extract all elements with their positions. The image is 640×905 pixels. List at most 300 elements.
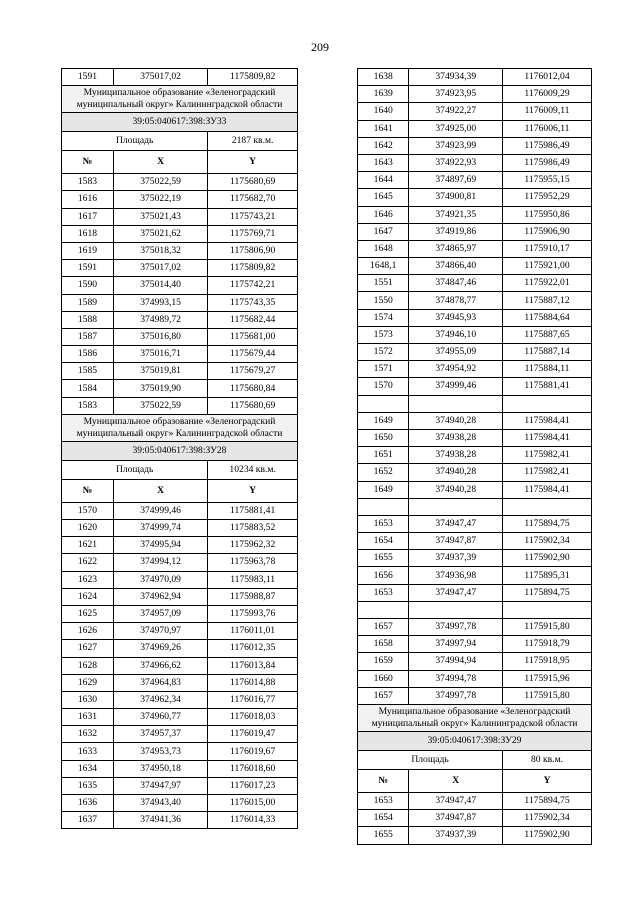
y-column-header: Y	[503, 769, 592, 792]
y-coordinate-cell: 1175769,71	[208, 225, 298, 242]
point-number-cell: 1653	[358, 792, 409, 809]
x-coordinate-cell: 374970,09	[113, 571, 207, 588]
y-coordinate-cell: 1175894,75	[503, 584, 592, 601]
y-coordinate-cell: 1175962,32	[208, 537, 298, 554]
point-number-cell: 1631	[62, 709, 114, 726]
point-number-cell: 1618	[62, 225, 114, 242]
point-number-cell: 1619	[62, 242, 114, 259]
point-number-cell: 1623	[62, 571, 114, 588]
point-number-cell: 1572	[358, 344, 409, 361]
table-row	[358, 172, 592, 189]
x-coordinate-cell: 375016,80	[113, 328, 207, 345]
municipality-name: Муниципальное образование «Зеленоградский муниципальный округ» Калининградской области	[358, 704, 592, 731]
x-coordinate-cell: 374943,40	[113, 795, 207, 812]
table-row	[358, 567, 592, 584]
y-coordinate-cell: 1175680,84	[208, 380, 298, 397]
x-column-header: X	[409, 769, 503, 792]
empty-cell	[358, 601, 409, 618]
y-coordinate-cell: 1175679,27	[208, 363, 298, 380]
right-coordinate-table	[357, 68, 592, 845]
table-row	[62, 191, 298, 208]
y-coordinate-cell: 1175986,49	[503, 154, 592, 171]
point-number-cell: 1620	[62, 520, 114, 537]
table-row	[62, 260, 298, 277]
point-number-cell: 1617	[62, 208, 114, 225]
area-label: Площадь	[62, 132, 208, 151]
blank-row	[358, 601, 592, 618]
point-number-cell: 1574	[358, 309, 409, 326]
empty-cell	[358, 498, 409, 515]
table-row	[62, 760, 298, 777]
y-coordinate-cell: 1176012,35	[208, 640, 298, 657]
table-row	[358, 515, 592, 532]
area-row	[62, 132, 298, 151]
x-coordinate-cell: 374878,77	[409, 292, 503, 309]
y-coordinate-cell: 1175983,11	[208, 571, 298, 588]
table-row	[358, 326, 592, 343]
point-number-cell: 1622	[62, 554, 114, 571]
x-coordinate-cell: 374923,99	[409, 137, 503, 154]
table-row	[62, 554, 298, 571]
left-coordinate-table	[61, 68, 298, 829]
table-row	[358, 223, 592, 240]
y-coordinate-cell: 1175915,80	[503, 687, 592, 704]
x-coordinate-cell: 375021,43	[113, 208, 207, 225]
y-coordinate-cell: 1175809,82	[208, 260, 298, 277]
y-coordinate-cell: 1176016,77	[208, 691, 298, 708]
x-coordinate-cell: 374993,15	[113, 294, 207, 311]
y-column-header: Y	[208, 479, 298, 502]
table-row	[62, 69, 298, 86]
x-coordinate-cell: 374925,00	[409, 120, 503, 137]
number-column-header: №	[62, 151, 114, 174]
x-coordinate-cell: 374945,93	[409, 309, 503, 326]
y-coordinate-cell: 1175679,44	[208, 346, 298, 363]
municipality-row	[62, 86, 298, 113]
point-number-cell: 1585	[62, 363, 114, 380]
y-coordinate-cell: 1175986,49	[503, 137, 592, 154]
table-row	[62, 588, 298, 605]
x-coordinate-cell: 374937,39	[409, 550, 503, 567]
point-number-cell: 1584	[62, 380, 114, 397]
point-number-cell: 1652	[358, 464, 409, 481]
area-row	[358, 750, 592, 769]
point-number-cell: 1586	[62, 346, 114, 363]
point-number-cell: 1624	[62, 588, 114, 605]
table-header-row	[62, 151, 298, 174]
x-coordinate-cell: 374970,97	[113, 623, 207, 640]
table-row	[358, 103, 592, 120]
point-number-cell: 1627	[62, 640, 114, 657]
point-number-cell: 1583	[62, 397, 114, 414]
y-coordinate-cell: 1175809,82	[208, 69, 298, 86]
table-row	[62, 225, 298, 242]
x-coordinate-cell: 374994,78	[409, 670, 503, 687]
y-coordinate-cell: 1175680,69	[208, 174, 298, 191]
area-label: Площадь	[62, 460, 208, 479]
table-row	[358, 69, 592, 86]
point-number-cell: 1655	[358, 827, 409, 844]
point-number-cell: 1659	[358, 653, 409, 670]
y-coordinate-cell: 1175984,41	[503, 412, 592, 429]
y-coordinate-cell: 1175680,69	[208, 397, 298, 414]
point-number-cell: 1646	[358, 206, 409, 223]
x-coordinate-cell: 374937,39	[409, 827, 503, 844]
table-header-row	[62, 479, 298, 502]
x-coordinate-cell: 375018,32	[113, 242, 207, 259]
y-coordinate-cell: 1175955,15	[503, 172, 592, 189]
y-coordinate-cell: 1175952,29	[503, 189, 592, 206]
number-column-header: №	[62, 479, 114, 502]
table-row	[358, 447, 592, 464]
table-row	[62, 674, 298, 691]
empty-cell	[503, 395, 592, 412]
table-row	[62, 328, 298, 345]
area-label: Площадь	[358, 750, 503, 769]
y-coordinate-cell: 1176019,47	[208, 726, 298, 743]
point-number-cell: 1589	[62, 294, 114, 311]
table-header-row	[358, 769, 592, 792]
point-number-cell: 1632	[62, 726, 114, 743]
point-number-cell: 1616	[62, 191, 114, 208]
x-coordinate-cell: 374994,12	[113, 554, 207, 571]
table-row	[62, 537, 298, 554]
x-coordinate-cell: 374947,47	[409, 515, 503, 532]
point-number-cell: 1621	[62, 537, 114, 554]
point-number-cell: 1634	[62, 760, 114, 777]
cadastral-number-row	[62, 113, 298, 132]
x-coordinate-cell: 374969,26	[113, 640, 207, 657]
x-coordinate-cell: 374997,94	[409, 636, 503, 653]
point-number-cell: 1551	[358, 275, 409, 292]
x-coordinate-cell: 374934,39	[409, 69, 503, 86]
y-coordinate-cell: 1175922,01	[503, 275, 592, 292]
x-coordinate-cell: 374964,83	[113, 674, 207, 691]
point-number-cell: 1639	[358, 86, 409, 103]
point-number-cell: 1649	[358, 481, 409, 498]
point-number-cell: 1635	[62, 777, 114, 794]
point-number-cell: 1588	[62, 311, 114, 328]
table-row	[358, 240, 592, 257]
area-value: 10234 кв.м.	[208, 460, 298, 479]
x-coordinate-cell: 374866,40	[409, 258, 503, 275]
x-coordinate-cell: 375019,81	[113, 363, 207, 380]
x-coordinate-cell: 374947,47	[409, 792, 503, 809]
x-coordinate-cell: 374997,78	[409, 687, 503, 704]
table-row	[358, 344, 592, 361]
table-row	[358, 653, 592, 670]
y-coordinate-cell: 1175682,44	[208, 311, 298, 328]
y-coordinate-cell: 1176014,88	[208, 674, 298, 691]
y-coordinate-cell: 1176009,29	[503, 86, 592, 103]
y-coordinate-cell: 1175884,11	[503, 361, 592, 378]
x-coordinate-cell: 374865,97	[409, 240, 503, 257]
y-coordinate-cell: 1175743,21	[208, 208, 298, 225]
table-row	[358, 137, 592, 154]
x-coordinate-cell: 374940,28	[409, 481, 503, 498]
table-row	[358, 86, 592, 103]
x-coordinate-cell: 375019,90	[113, 380, 207, 397]
x-coordinate-cell: 374999,46	[113, 502, 207, 519]
table-row	[358, 584, 592, 601]
y-coordinate-cell: 1175963,78	[208, 554, 298, 571]
table-row	[62, 208, 298, 225]
empty-cell	[503, 601, 592, 618]
x-coordinate-cell: 374997,78	[409, 619, 503, 636]
table-row	[62, 294, 298, 311]
point-number-cell: 1643	[358, 154, 409, 171]
point-number-cell: 1653	[358, 584, 409, 601]
y-coordinate-cell: 1175915,80	[503, 619, 592, 636]
table-row	[358, 154, 592, 171]
x-coordinate-cell: 375017,02	[113, 260, 207, 277]
y-coordinate-cell: 1175743,35	[208, 294, 298, 311]
y-coordinate-cell: 1175950,86	[503, 206, 592, 223]
point-number-cell: 1641	[358, 120, 409, 137]
y-coordinate-cell: 1175982,41	[503, 447, 592, 464]
y-coordinate-cell: 1175884,64	[503, 309, 592, 326]
table-row	[358, 309, 592, 326]
table-row	[62, 242, 298, 259]
y-coordinate-cell: 1176014,33	[208, 812, 298, 829]
y-coordinate-cell: 1175921,00	[503, 258, 592, 275]
table-row	[358, 636, 592, 653]
x-coordinate-cell: 374999,74	[113, 520, 207, 537]
table-row	[358, 189, 592, 206]
table-row	[62, 726, 298, 743]
table-row	[62, 605, 298, 622]
table-row	[358, 533, 592, 550]
table-row	[358, 361, 592, 378]
x-coordinate-cell: 374940,28	[409, 412, 503, 429]
table-row	[62, 397, 298, 414]
y-coordinate-cell: 1175887,14	[503, 344, 592, 361]
x-coordinate-cell: 375022,19	[113, 191, 207, 208]
x-coordinate-cell: 374900,81	[409, 189, 503, 206]
point-number-cell: 1650	[358, 429, 409, 446]
y-coordinate-cell: 1176019,67	[208, 743, 298, 760]
point-number-cell: 1657	[358, 619, 409, 636]
y-coordinate-cell: 1175918,79	[503, 636, 592, 653]
blank-row	[358, 498, 592, 515]
x-coordinate-cell: 374936,98	[409, 567, 503, 584]
municipality-row	[358, 704, 592, 731]
y-coordinate-cell: 1175894,75	[503, 792, 592, 809]
cadastral-number: 39:05:040617:398:ЗУ33	[62, 113, 298, 132]
y-coordinate-cell: 1175806,90	[208, 242, 298, 259]
point-number-cell: 1660	[358, 670, 409, 687]
table-row	[358, 206, 592, 223]
table-row	[62, 363, 298, 380]
x-coordinate-cell: 374946,10	[409, 326, 503, 343]
table-row	[62, 709, 298, 726]
y-coordinate-cell: 1175902,90	[503, 550, 592, 567]
cadastral-number-row	[62, 441, 298, 460]
point-number-cell: 1655	[358, 550, 409, 567]
table-row	[358, 120, 592, 137]
table-row	[62, 777, 298, 794]
table-row	[62, 174, 298, 191]
y-coordinate-cell: 1175910,17	[503, 240, 592, 257]
x-coordinate-cell: 375021,62	[113, 225, 207, 242]
y-coordinate-cell: 1175918,95	[503, 653, 592, 670]
table-row	[358, 429, 592, 446]
table-row	[358, 792, 592, 809]
table-row	[62, 812, 298, 829]
x-coordinate-cell: 374954,92	[409, 361, 503, 378]
y-coordinate-cell: 1175881,41	[503, 378, 592, 395]
y-coordinate-cell: 1175895,31	[503, 567, 592, 584]
empty-cell	[358, 395, 409, 412]
point-number-cell: 1649	[358, 412, 409, 429]
point-number-cell: 1573	[358, 326, 409, 343]
y-coordinate-cell: 1175984,41	[503, 481, 592, 498]
point-number-cell: 1625	[62, 605, 114, 622]
municipality-name: Муниципальное образование «Зеленоградский муниципальный округ» Калининградской области	[62, 414, 298, 441]
area-row	[62, 460, 298, 479]
y-coordinate-cell: 1175887,65	[503, 326, 592, 343]
empty-cell	[409, 395, 503, 412]
point-number-cell: 1644	[358, 172, 409, 189]
point-number-cell: 1570	[62, 502, 114, 519]
point-number-cell: 1654	[358, 810, 409, 827]
empty-cell	[503, 498, 592, 515]
x-coordinate-cell: 374919,86	[409, 223, 503, 240]
y-coordinate-cell: 1175902,34	[503, 533, 592, 550]
empty-cell	[409, 498, 503, 515]
y-coordinate-cell: 1175887,12	[503, 292, 592, 309]
x-coordinate-cell: 374960,77	[113, 709, 207, 726]
x-coordinate-cell: 374962,34	[113, 691, 207, 708]
area-value: 2187 кв.м.	[208, 132, 298, 151]
point-number-cell: 1637	[62, 812, 114, 829]
y-coordinate-cell: 1176018,60	[208, 760, 298, 777]
point-number-cell: 1658	[358, 636, 409, 653]
y-coordinate-cell: 1176013,84	[208, 657, 298, 674]
point-number-cell: 1629	[62, 674, 114, 691]
point-number-cell: 1654	[358, 533, 409, 550]
x-column-header: X	[113, 479, 207, 502]
point-number-cell: 1591	[62, 260, 114, 277]
x-coordinate-cell: 374999,46	[409, 378, 503, 395]
point-number-cell: 1570	[358, 378, 409, 395]
y-coordinate-cell: 1175902,34	[503, 810, 592, 827]
x-coordinate-cell: 374947,87	[409, 533, 503, 550]
x-coordinate-cell: 374962,94	[113, 588, 207, 605]
table-row	[62, 346, 298, 363]
x-coordinate-cell: 375014,40	[113, 277, 207, 294]
y-coordinate-cell: 1176018,03	[208, 709, 298, 726]
y-column-header: Y	[208, 151, 298, 174]
y-coordinate-cell: 1175883,52	[208, 520, 298, 537]
x-coordinate-cell: 374921,35	[409, 206, 503, 223]
table-row	[358, 412, 592, 429]
page-number: 209	[311, 40, 329, 54]
point-number-cell: 1633	[62, 743, 114, 760]
x-coordinate-cell: 374957,37	[113, 726, 207, 743]
table-row	[358, 810, 592, 827]
point-number-cell: 1648	[358, 240, 409, 257]
y-coordinate-cell: 1176015,00	[208, 795, 298, 812]
y-coordinate-cell: 1175894,75	[503, 515, 592, 532]
y-coordinate-cell: 1176011,01	[208, 623, 298, 640]
table-row	[358, 827, 592, 844]
y-coordinate-cell: 1175906,90	[503, 223, 592, 240]
point-number-cell: 1626	[62, 623, 114, 640]
municipality-name: Муниципальное образование «Зеленоградский муниципальный округ» Калининградской области	[62, 86, 298, 113]
point-number-cell: 1647	[358, 223, 409, 240]
table-row	[358, 619, 592, 636]
cadastral-number: 39:05:040617:398:ЗУ29	[358, 731, 592, 750]
y-coordinate-cell: 1175902,90	[503, 827, 592, 844]
y-coordinate-cell: 1175915,96	[503, 670, 592, 687]
x-coordinate-cell: 374941,36	[113, 812, 207, 829]
y-coordinate-cell: 1175993,76	[208, 605, 298, 622]
table-row	[62, 623, 298, 640]
point-number-cell: 1591	[62, 69, 114, 86]
x-coordinate-cell: 375022,59	[113, 174, 207, 191]
point-number-cell: 1550	[358, 292, 409, 309]
point-number-cell: 1653	[358, 515, 409, 532]
x-coordinate-cell: 375022,59	[113, 397, 207, 414]
empty-cell	[409, 601, 503, 618]
cadastral-number-row	[358, 731, 592, 750]
table-row	[358, 464, 592, 481]
point-number-cell: 1656	[358, 567, 409, 584]
point-number-cell: 1628	[62, 657, 114, 674]
x-coordinate-cell: 374995,94	[113, 537, 207, 554]
x-coordinate-cell: 374950,18	[113, 760, 207, 777]
y-coordinate-cell: 1176009,11	[503, 103, 592, 120]
x-coordinate-cell: 374922,27	[409, 103, 503, 120]
point-number-cell: 1590	[62, 277, 114, 294]
point-number-cell: 1642	[358, 137, 409, 154]
x-coordinate-cell: 374847,46	[409, 275, 503, 292]
area-value: 80 кв.м.	[503, 750, 592, 769]
point-number-cell: 1587	[62, 328, 114, 345]
point-number-cell: 1651	[358, 447, 409, 464]
blank-row	[358, 395, 592, 412]
point-number-cell: 1645	[358, 189, 409, 206]
point-number-cell: 1648,1	[358, 258, 409, 275]
table-row	[62, 571, 298, 588]
point-number-cell: 1571	[358, 361, 409, 378]
point-number-cell: 1640	[358, 103, 409, 120]
table-row	[62, 380, 298, 397]
cadastral-number: 39:05:040617:398:ЗУ28	[62, 441, 298, 460]
table-row	[62, 277, 298, 294]
x-coordinate-cell: 374947,87	[409, 810, 503, 827]
table-row	[358, 378, 592, 395]
table-row	[62, 502, 298, 519]
x-coordinate-cell: 374938,28	[409, 429, 503, 446]
x-coordinate-cell: 374989,72	[113, 311, 207, 328]
point-number-cell: 1657	[358, 687, 409, 704]
table-row	[358, 670, 592, 687]
table-row	[62, 520, 298, 537]
x-coordinate-cell: 374923,95	[409, 86, 503, 103]
x-coordinate-cell: 374947,47	[409, 584, 503, 601]
y-coordinate-cell: 1176012,04	[503, 69, 592, 86]
x-coordinate-cell: 374953,73	[113, 743, 207, 760]
table-row	[358, 550, 592, 567]
table-row	[358, 481, 592, 498]
municipality-row	[62, 414, 298, 441]
y-coordinate-cell: 1175881,41	[208, 502, 298, 519]
y-coordinate-cell: 1175982,41	[503, 464, 592, 481]
x-coordinate-cell: 374938,28	[409, 447, 503, 464]
x-coordinate-cell: 374955,09	[409, 344, 503, 361]
